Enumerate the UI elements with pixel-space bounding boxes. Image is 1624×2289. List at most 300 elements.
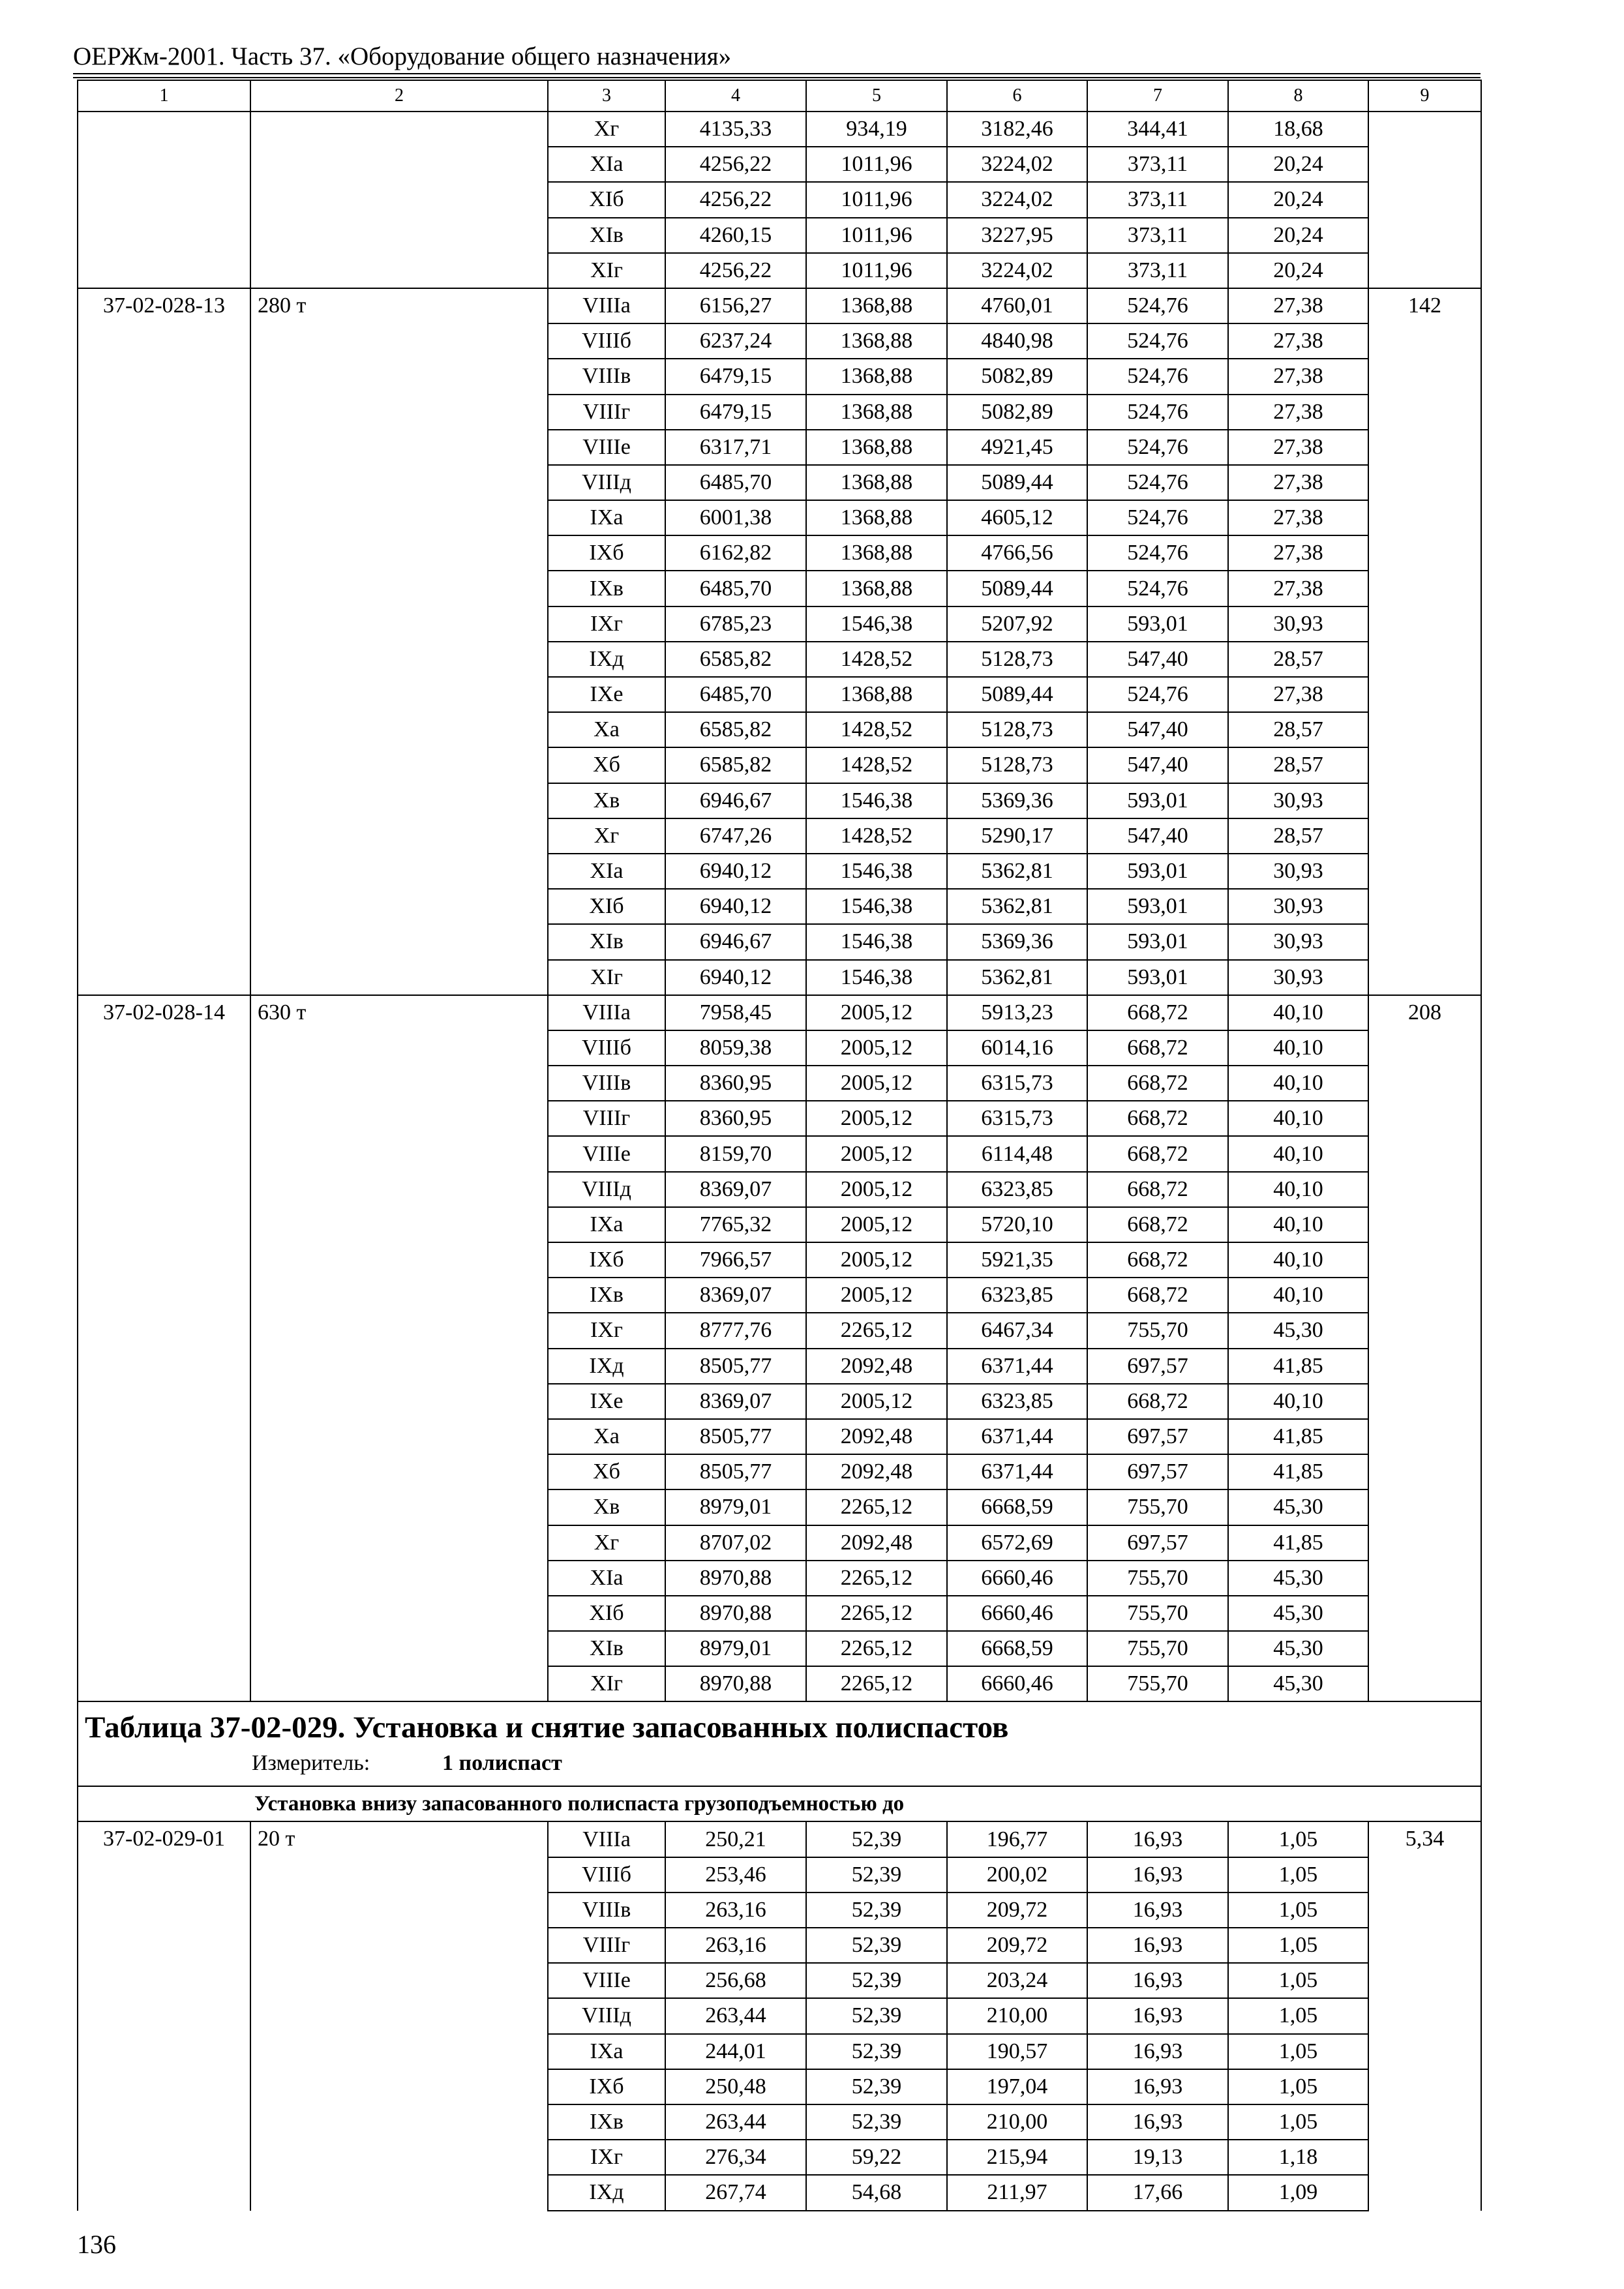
table-cell: 52,39 bbox=[806, 1893, 947, 1928]
table-cell: IXб bbox=[548, 1242, 665, 1278]
table-row bbox=[78, 112, 1481, 147]
table-cell: 524,76 bbox=[1087, 288, 1228, 323]
table-cell: 697,57 bbox=[1087, 1525, 1228, 1561]
table-cell: 668,72 bbox=[1087, 1136, 1228, 1171]
table-cell: 5207,92 bbox=[947, 606, 1087, 642]
table-cell: 1546,38 bbox=[806, 854, 947, 889]
table-cell: 8505,77 bbox=[665, 1454, 806, 1489]
table-cell: 6371,44 bbox=[947, 1419, 1087, 1454]
table-cell: 5082,89 bbox=[947, 395, 1087, 430]
table-cell: 8159,70 bbox=[665, 1136, 806, 1171]
table-cell: XIа bbox=[548, 147, 665, 182]
table-cell: 5128,73 bbox=[947, 747, 1087, 783]
table-cell: 6585,82 bbox=[665, 712, 806, 747]
table-cell: 41,85 bbox=[1228, 1419, 1368, 1454]
table-cell: 6479,15 bbox=[665, 395, 806, 430]
table-cell: 2005,12 bbox=[806, 1136, 947, 1171]
table-cell: 668,72 bbox=[1087, 1030, 1228, 1066]
table-cell: 5290,17 bbox=[947, 818, 1087, 854]
table-cell: 547,40 bbox=[1087, 747, 1228, 783]
table-cell: 6940,12 bbox=[665, 960, 806, 995]
table-cell: 1368,88 bbox=[806, 465, 947, 500]
table-cell: 16,93 bbox=[1087, 2104, 1228, 2140]
table-cell: 5369,36 bbox=[947, 783, 1087, 818]
table-cell: 668,72 bbox=[1087, 1172, 1228, 1207]
item-col9-value bbox=[1368, 112, 1481, 288]
table-cell: 755,70 bbox=[1087, 1489, 1228, 1525]
table-cell: XIв bbox=[548, 218, 665, 253]
table-cell: 1,05 bbox=[1228, 1963, 1368, 1998]
item-col9-value: 208 bbox=[1368, 995, 1481, 1702]
table-cell: 1428,52 bbox=[806, 642, 947, 677]
table-cell: 1546,38 bbox=[806, 783, 947, 818]
table-cell: 1,09 bbox=[1228, 2175, 1368, 2210]
table-cell: 6156,27 bbox=[665, 288, 806, 323]
table-cell: 52,39 bbox=[806, 2069, 947, 2104]
table-cell: 8369,07 bbox=[665, 1278, 806, 1313]
table-cell: 4760,01 bbox=[947, 288, 1087, 323]
table-cell: 8369,07 bbox=[665, 1384, 806, 1419]
item-code: 37-02-028-14 bbox=[78, 995, 250, 1702]
table-cell: 41,85 bbox=[1228, 1525, 1368, 1561]
table-cell: 593,01 bbox=[1087, 854, 1228, 889]
table-cell: 16,93 bbox=[1087, 1998, 1228, 2033]
table-cell: 16,93 bbox=[1087, 1821, 1228, 1857]
table-cell: 593,01 bbox=[1087, 783, 1228, 818]
table-cell: 5369,36 bbox=[947, 924, 1087, 959]
table-title: Таблица 37-02-029. Установка и снятие запасованных полиспастов bbox=[85, 1711, 1009, 1745]
item-code: 37-02-028-13 bbox=[78, 288, 250, 995]
table-cell: 209,72 bbox=[947, 1928, 1087, 1963]
table-row bbox=[78, 288, 1481, 323]
table-cell: 200,02 bbox=[947, 1857, 1087, 1893]
table-cell: 697,57 bbox=[1087, 1454, 1228, 1489]
table-cell: 40,10 bbox=[1228, 1207, 1368, 1242]
item-col9-value: 5,34 bbox=[1368, 1821, 1481, 2210]
table-cell: 40,10 bbox=[1228, 995, 1368, 1030]
table-cell: 1,05 bbox=[1228, 1928, 1368, 1963]
table-cell: 6668,59 bbox=[947, 1489, 1087, 1525]
table-cell: 668,72 bbox=[1087, 1242, 1228, 1278]
table-cell: 196,77 bbox=[947, 1821, 1087, 1857]
table-cell: 524,76 bbox=[1087, 359, 1228, 394]
table-cell: XIа bbox=[548, 854, 665, 889]
column-number: 9 bbox=[1368, 80, 1481, 112]
table-cell: IXб bbox=[548, 2069, 665, 2104]
table-cell: 5128,73 bbox=[947, 642, 1087, 677]
table-cell: 1,05 bbox=[1228, 1821, 1368, 1857]
table-cell: IXа bbox=[548, 1207, 665, 1242]
table-cell: 27,38 bbox=[1228, 430, 1368, 465]
table-cell: 244,01 bbox=[665, 2034, 806, 2069]
table-cell: 1,05 bbox=[1228, 2104, 1368, 2140]
table-cell: 4766,56 bbox=[947, 535, 1087, 571]
table-cell: 2005,12 bbox=[806, 1030, 947, 1066]
table-cell: Xг bbox=[548, 1525, 665, 1561]
table-cell: 27,38 bbox=[1228, 535, 1368, 571]
table-cell: 41,85 bbox=[1228, 1454, 1368, 1489]
table-cell: IXд bbox=[548, 642, 665, 677]
table-cell: Xб bbox=[548, 747, 665, 783]
table-cell: 6785,23 bbox=[665, 606, 806, 642]
table-cell: 1368,88 bbox=[806, 395, 947, 430]
table-cell: Xа bbox=[548, 712, 665, 747]
table-cell: 20,24 bbox=[1228, 147, 1368, 182]
table-cell: 2005,12 bbox=[806, 1172, 947, 1207]
table-cell: 8979,01 bbox=[665, 1489, 806, 1525]
table-cell: 5082,89 bbox=[947, 359, 1087, 394]
table-cell: 2005,12 bbox=[806, 1384, 947, 1419]
table-cell: 41,85 bbox=[1228, 1349, 1368, 1384]
table-cell: 547,40 bbox=[1087, 818, 1228, 854]
table-cell: 215,94 bbox=[947, 2140, 1087, 2175]
table-cell: 3182,46 bbox=[947, 112, 1087, 147]
table-cell: 276,34 bbox=[665, 2140, 806, 2175]
table-cell: 524,76 bbox=[1087, 430, 1228, 465]
table-cell: 2005,12 bbox=[806, 1066, 947, 1101]
table-cell: IXе bbox=[548, 1384, 665, 1419]
table-cell: IXб bbox=[548, 535, 665, 571]
table-cell: 28,57 bbox=[1228, 712, 1368, 747]
table-cell: 8059,38 bbox=[665, 1030, 806, 1066]
table-cell: 27,38 bbox=[1228, 571, 1368, 606]
table-cell: 668,72 bbox=[1087, 1384, 1228, 1419]
table-cell: 2092,48 bbox=[806, 1525, 947, 1561]
table-cell: 1368,88 bbox=[806, 359, 947, 394]
table-cell: 256,68 bbox=[665, 1963, 806, 1998]
table-cell: 20,24 bbox=[1228, 253, 1368, 288]
table-cell: 7765,32 bbox=[665, 1207, 806, 1242]
table-cell: 45,30 bbox=[1228, 1313, 1368, 1348]
table-cell: 5089,44 bbox=[947, 465, 1087, 500]
table-cell: 17,66 bbox=[1087, 2175, 1228, 2210]
table-cell: 6371,44 bbox=[947, 1349, 1087, 1384]
table-cell: 263,16 bbox=[665, 1893, 806, 1928]
table-cell: 6485,70 bbox=[665, 465, 806, 500]
table-cell: 28,57 bbox=[1228, 747, 1368, 783]
table-cell: 40,10 bbox=[1228, 1030, 1368, 1066]
item-capacity: 630 т bbox=[250, 995, 548, 1702]
table-cell: 524,76 bbox=[1087, 677, 1228, 712]
table-cell: 1428,52 bbox=[806, 712, 947, 747]
table-cell: 2265,12 bbox=[806, 1561, 947, 1596]
table-cell: 8970,88 bbox=[665, 1596, 806, 1631]
table-cell: VIIIд bbox=[548, 1172, 665, 1207]
table-cell: 52,39 bbox=[806, 2034, 947, 2069]
table-cell: 5128,73 bbox=[947, 712, 1087, 747]
table-cell: 16,93 bbox=[1087, 1963, 1228, 1998]
table-cell: 8970,88 bbox=[665, 1561, 806, 1596]
table-cell: 27,38 bbox=[1228, 677, 1368, 712]
table-cell: 6940,12 bbox=[665, 854, 806, 889]
table-cell: 4256,22 bbox=[665, 147, 806, 182]
table-cell: 524,76 bbox=[1087, 465, 1228, 500]
table-cell: 6467,34 bbox=[947, 1313, 1087, 1348]
price-table bbox=[77, 80, 1482, 2211]
table-cell: 250,21 bbox=[665, 1821, 806, 1857]
table-cell: 1428,52 bbox=[806, 747, 947, 783]
table-cell: 2265,12 bbox=[806, 1489, 947, 1525]
table-cell: 2005,12 bbox=[806, 1278, 947, 1313]
table-cell: 6323,85 bbox=[947, 1278, 1087, 1313]
table-cell: 6485,70 bbox=[665, 571, 806, 606]
table-cell: 28,57 bbox=[1228, 818, 1368, 854]
table-cell: VIIIв bbox=[548, 1893, 665, 1928]
table-cell: VIIIд bbox=[548, 1998, 665, 2033]
table-cell: 8777,76 bbox=[665, 1313, 806, 1348]
table-cell: 593,01 bbox=[1087, 924, 1228, 959]
table-cell: IXв bbox=[548, 2104, 665, 2140]
table-cell: 20,24 bbox=[1228, 218, 1368, 253]
table-cell: VIIIг bbox=[548, 1928, 665, 1963]
page-header-title: ОЕРЖм-2001. Часть 37. «Оборудование общего назначения» bbox=[73, 42, 732, 70]
table-cell: 1,05 bbox=[1228, 1893, 1368, 1928]
table-cell: 211,97 bbox=[947, 2175, 1087, 2210]
table-cell: 250,48 bbox=[665, 2069, 806, 2104]
item-code: 37-02-029-01 bbox=[78, 1821, 250, 2210]
table-cell: VIIIв bbox=[548, 359, 665, 394]
table-cell: 40,10 bbox=[1228, 1172, 1368, 1207]
table-cell: 52,39 bbox=[806, 1928, 947, 1963]
table-cell: 668,72 bbox=[1087, 1066, 1228, 1101]
table-cell: 2092,48 bbox=[806, 1419, 947, 1454]
table-cell: 5362,81 bbox=[947, 889, 1087, 924]
table-cell: 4605,12 bbox=[947, 500, 1087, 535]
table-cell: IXг bbox=[548, 1313, 665, 1348]
table-cell: 253,46 bbox=[665, 1857, 806, 1893]
table-cell: 6315,73 bbox=[947, 1101, 1087, 1136]
table-cell: 27,38 bbox=[1228, 288, 1368, 323]
table-cell: 344,41 bbox=[1087, 112, 1228, 147]
table-cell: 19,13 bbox=[1087, 2140, 1228, 2175]
table-cell: 30,93 bbox=[1228, 606, 1368, 642]
table-cell: 30,93 bbox=[1228, 889, 1368, 924]
table-cell: XIа bbox=[548, 1561, 665, 1596]
table-cell: Xв bbox=[548, 783, 665, 818]
table-cell: VIIIе bbox=[548, 1963, 665, 1998]
column-number: 7 bbox=[1087, 80, 1228, 112]
table-cell: XIг bbox=[548, 960, 665, 995]
table-cell: 668,72 bbox=[1087, 1278, 1228, 1313]
table-cell: 524,76 bbox=[1087, 535, 1228, 571]
table-cell: VIIIа bbox=[548, 1821, 665, 1857]
table-cell: 190,57 bbox=[947, 2034, 1087, 2069]
table-cell: 524,76 bbox=[1087, 323, 1228, 359]
table-cell: 27,38 bbox=[1228, 465, 1368, 500]
table-cell: XIг bbox=[548, 253, 665, 288]
table-cell: 59,22 bbox=[806, 2140, 947, 2175]
table-cell: 6572,69 bbox=[947, 1525, 1087, 1561]
table-cell: 30,93 bbox=[1228, 854, 1368, 889]
table-cell: XIв bbox=[548, 1631, 665, 1666]
table-cell: 524,76 bbox=[1087, 571, 1228, 606]
table-cell: 16,93 bbox=[1087, 1893, 1228, 1928]
table-cell: 1368,88 bbox=[806, 500, 947, 535]
table-cell: 593,01 bbox=[1087, 606, 1228, 642]
table-cell: 8979,01 bbox=[665, 1631, 806, 1666]
table-cell: 8360,95 bbox=[665, 1101, 806, 1136]
table-cell: 30,93 bbox=[1228, 783, 1368, 818]
table-cell: 373,11 bbox=[1087, 218, 1228, 253]
table-cell: 755,70 bbox=[1087, 1313, 1228, 1348]
table-cell: 1368,88 bbox=[806, 430, 947, 465]
table-cell: 934,19 bbox=[806, 112, 947, 147]
table-cell: 2265,12 bbox=[806, 1631, 947, 1666]
table-cell: 40,10 bbox=[1228, 1066, 1368, 1101]
table-cell: 6315,73 bbox=[947, 1066, 1087, 1101]
table-cell: 197,04 bbox=[947, 2069, 1087, 2104]
table-cell: 593,01 bbox=[1087, 889, 1228, 924]
table-cell: 1546,38 bbox=[806, 960, 947, 995]
table-cell: 1368,88 bbox=[806, 323, 947, 359]
table-cell: 4840,98 bbox=[947, 323, 1087, 359]
table-row bbox=[78, 1821, 1481, 1857]
table-cell: 755,70 bbox=[1087, 1561, 1228, 1596]
table-cell: 1,05 bbox=[1228, 2069, 1368, 2104]
table-cell: 45,30 bbox=[1228, 1666, 1368, 1701]
table-cell: 7958,45 bbox=[665, 995, 806, 1030]
column-number: 3 bbox=[548, 80, 665, 112]
table-cell: 4256,22 bbox=[665, 253, 806, 288]
table-cell: VIIIе bbox=[548, 430, 665, 465]
table-cell: 5089,44 bbox=[947, 677, 1087, 712]
table-cell: 6014,16 bbox=[947, 1030, 1087, 1066]
table-cell: 210,00 bbox=[947, 1998, 1087, 2033]
table-cell: 45,30 bbox=[1228, 1489, 1368, 1525]
table-cell: 6162,82 bbox=[665, 535, 806, 571]
table-cell: VIIIе bbox=[548, 1136, 665, 1171]
column-number: 8 bbox=[1228, 80, 1368, 112]
table-cell: 16,93 bbox=[1087, 2069, 1228, 2104]
table-cell: 3224,02 bbox=[947, 253, 1087, 288]
table-cell: 4260,15 bbox=[665, 218, 806, 253]
table-cell: 3224,02 bbox=[947, 182, 1087, 217]
column-number: 1 bbox=[78, 80, 250, 112]
table-cell: IXд bbox=[548, 1349, 665, 1384]
item-code bbox=[78, 112, 250, 288]
table-cell: 1546,38 bbox=[806, 606, 947, 642]
table-cell: 52,39 bbox=[806, 1963, 947, 1998]
table-cell: IXд bbox=[548, 2175, 665, 2210]
table-cell: VIIIб bbox=[548, 1030, 665, 1066]
table-cell: 5913,23 bbox=[947, 995, 1087, 1030]
table-cell: 1011,96 bbox=[806, 218, 947, 253]
table-cell: 203,24 bbox=[947, 1963, 1087, 1998]
column-number-row bbox=[78, 80, 1481, 112]
table-cell: 52,39 bbox=[806, 1821, 947, 1857]
column-number: 5 bbox=[806, 80, 947, 112]
table-cell: 8360,95 bbox=[665, 1066, 806, 1101]
table-cell: 45,30 bbox=[1228, 1596, 1368, 1631]
table-cell: 27,38 bbox=[1228, 395, 1368, 430]
table-meter bbox=[78, 1746, 1481, 1780]
column-number: 6 bbox=[947, 80, 1087, 112]
table-cell: 2265,12 bbox=[806, 1313, 947, 1348]
table-cell: 6585,82 bbox=[665, 747, 806, 783]
table-cell: VIIIд bbox=[548, 465, 665, 500]
table-cell: 6585,82 bbox=[665, 642, 806, 677]
table-title-cell bbox=[78, 1701, 1481, 1786]
table-cell: IXа bbox=[548, 2034, 665, 2069]
table-cell: 524,76 bbox=[1087, 395, 1228, 430]
item-col9-value: 142 bbox=[1368, 288, 1481, 995]
table-cell: 27,38 bbox=[1228, 323, 1368, 359]
table-cell: XIв bbox=[548, 924, 665, 959]
table-cell: 3227,95 bbox=[947, 218, 1087, 253]
table-cell: 16,93 bbox=[1087, 1857, 1228, 1893]
table-cell: Xа bbox=[548, 1419, 665, 1454]
table-title-row bbox=[78, 1701, 1481, 1786]
table-cell: 5089,44 bbox=[947, 571, 1087, 606]
table-cell: VIIIг bbox=[548, 395, 665, 430]
table-cell: 45,30 bbox=[1228, 1561, 1368, 1596]
table-cell: 668,72 bbox=[1087, 1101, 1228, 1136]
table-cell: 547,40 bbox=[1087, 712, 1228, 747]
table-cell: 755,70 bbox=[1087, 1596, 1228, 1631]
header-rule bbox=[73, 73, 1481, 74]
table-cell: 209,72 bbox=[947, 1893, 1087, 1928]
table-cell: 1,05 bbox=[1228, 1857, 1368, 1893]
table-cell: XIб bbox=[548, 889, 665, 924]
table-cell: 1011,96 bbox=[806, 147, 947, 182]
table-cell: 52,39 bbox=[806, 1998, 947, 2033]
table-cell: 1368,88 bbox=[806, 677, 947, 712]
table-cell: 6371,44 bbox=[947, 1454, 1087, 1489]
table-cell: 547,40 bbox=[1087, 642, 1228, 677]
table-cell: XIг bbox=[548, 1666, 665, 1701]
table-cell: 593,01 bbox=[1087, 960, 1228, 995]
table-cell: 697,57 bbox=[1087, 1419, 1228, 1454]
table-cell: 1368,88 bbox=[806, 571, 947, 606]
column-number: 2 bbox=[250, 80, 548, 112]
table-cell: 52,39 bbox=[806, 1857, 947, 1893]
table-cell: 5720,10 bbox=[947, 1207, 1087, 1242]
table-cell: 45,30 bbox=[1228, 1631, 1368, 1666]
table-cell: 210,00 bbox=[947, 2104, 1087, 2140]
table-cell: 373,11 bbox=[1087, 253, 1228, 288]
table-cell: Xг bbox=[548, 112, 665, 147]
table-cell: 30,93 bbox=[1228, 924, 1368, 959]
table-cell: 263,44 bbox=[665, 2104, 806, 2140]
table-cell: 373,11 bbox=[1087, 182, 1228, 217]
table-cell: 263,44 bbox=[665, 1998, 806, 2033]
table-cell: 4256,22 bbox=[665, 182, 806, 217]
table-cell: 6114,48 bbox=[947, 1136, 1087, 1171]
table-cell: Xб bbox=[548, 1454, 665, 1489]
column-number: 4 bbox=[665, 80, 806, 112]
table-cell: 6317,71 bbox=[665, 430, 806, 465]
table-cell: 6001,38 bbox=[665, 500, 806, 535]
table-cell: 52,39 bbox=[806, 2104, 947, 2140]
table-cell: 6237,24 bbox=[665, 323, 806, 359]
table-cell: 40,10 bbox=[1228, 1384, 1368, 1419]
meter-label: Измеритель: bbox=[252, 1751, 370, 1776]
table-cell: 6485,70 bbox=[665, 677, 806, 712]
table-cell: 668,72 bbox=[1087, 1207, 1228, 1242]
table-cell: VIIIа bbox=[548, 995, 665, 1030]
table-cell: 1011,96 bbox=[806, 182, 947, 217]
table-cell: 1428,52 bbox=[806, 818, 947, 854]
table-cell: 2265,12 bbox=[806, 1596, 947, 1631]
table-cell: IXг bbox=[548, 606, 665, 642]
table-cell: 5362,81 bbox=[947, 854, 1087, 889]
table-cell: 6946,67 bbox=[665, 924, 806, 959]
table-cell: 28,57 bbox=[1228, 642, 1368, 677]
table-cell: IXв bbox=[548, 1278, 665, 1313]
item-capacity bbox=[250, 112, 548, 288]
table-cell: 5362,81 bbox=[947, 960, 1087, 995]
table-cell: 6668,59 bbox=[947, 1631, 1087, 1666]
